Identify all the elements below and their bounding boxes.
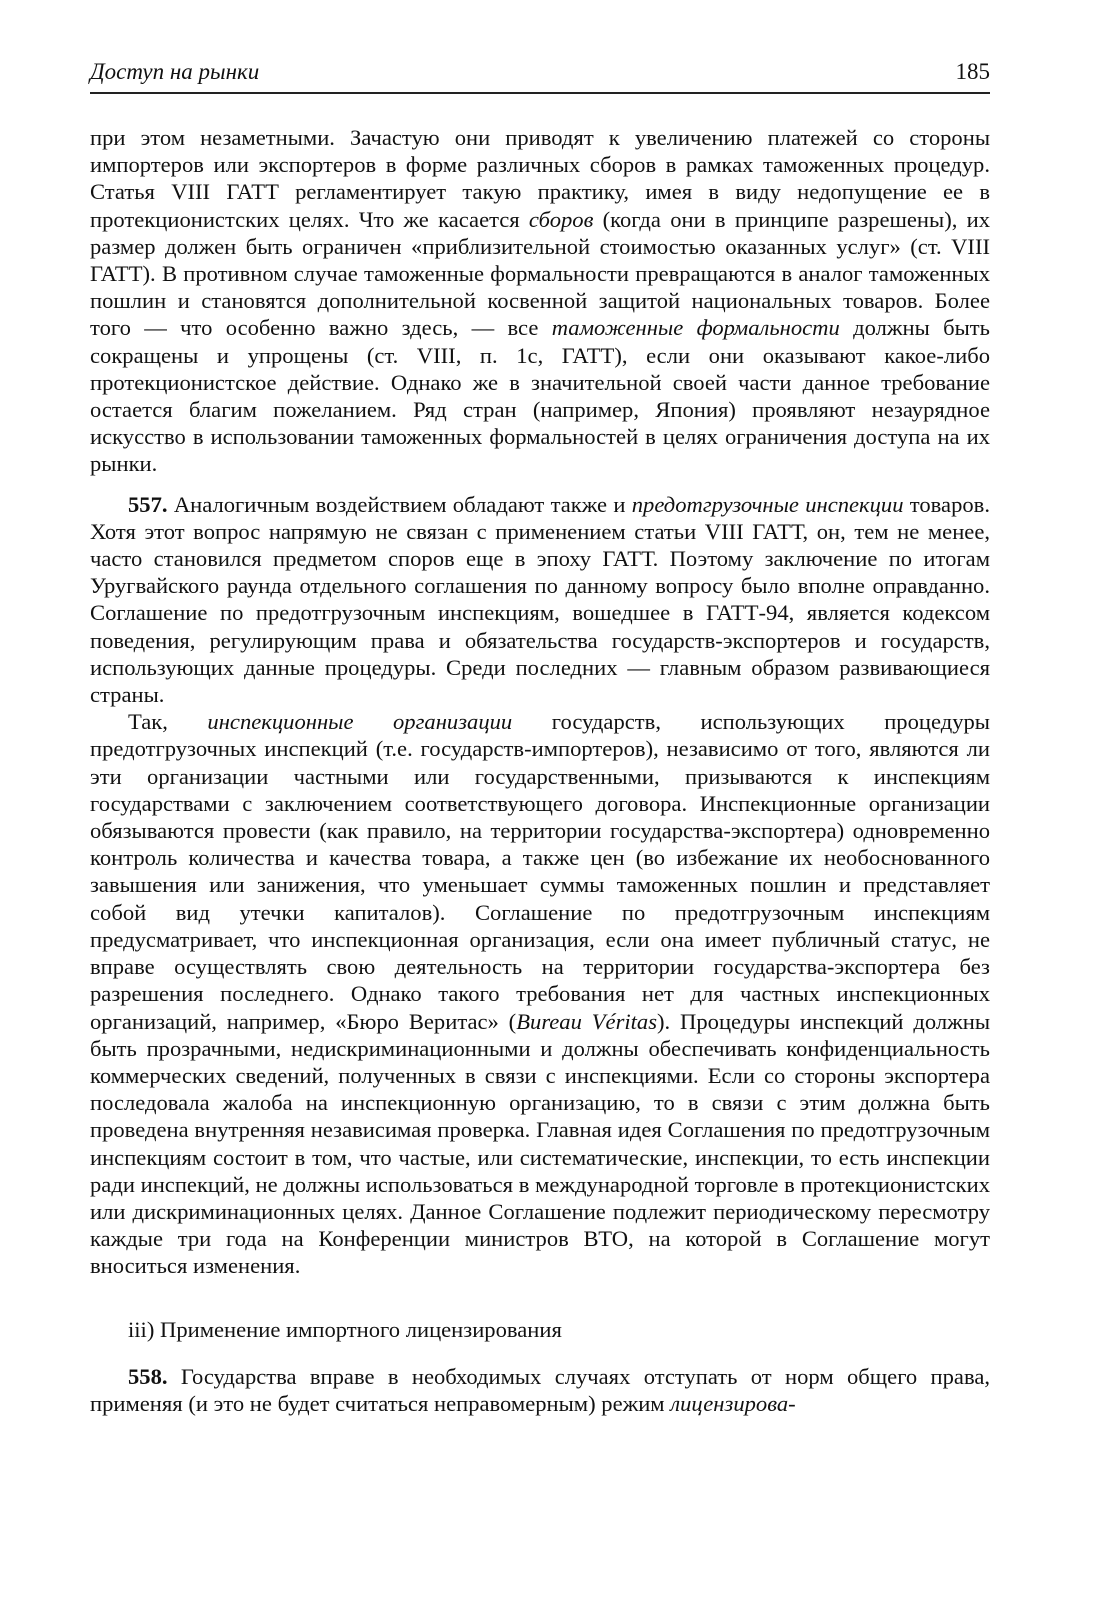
text-run: Аналогичным воздействием обладают также и: [167, 491, 632, 517]
italic-term: инспекционные организации: [207, 709, 513, 735]
paragraph-557: [90, 491, 990, 709]
running-title: Доступ на рынки: [90, 59, 260, 84]
italic-term: Bureau Véritas: [516, 1008, 658, 1034]
text-run: (когда они в принципе разрешены), их размер должен быть ограничен «приблизительной стоимостью оказанных услуг» (ст. VIII ГАТТ). В противном случае таможенные формальности превращаются в аналог таможенных пошлин и становятся дополнительной косвенной защитой национальных товаров. Более того — что особенно важно здесь, — все: [90, 206, 990, 341]
paragraph-inspections: [90, 708, 990, 1279]
paragraph-number: 558.: [128, 1363, 168, 1389]
running-header: [90, 58, 990, 94]
text-run: ). Процедуры инспекций должны быть прозрачными, недискриминационными и должны обеспечивать конфиденциальность коммерческих сведений, полученных в связи с инспекциями. Если со стороны экспортера последовала жалоба на инспекционную организацию, то в связи с этим должна быть проведена внутренняя независимая проверка. Главная идея Соглашения по предотгрузочным инспекциям состоит в том, что частые, или систематические, инспекции, то есть инспекции ради инспекций, не должны использоваться в международной торговле в протекционистских или дискриминационных целях. Данное Соглашение подлежит периодическому пересмотру каждые три года на Конференции министров ВТО, на которой в Соглашение могут вноситься изменения.: [90, 1008, 991, 1279]
italic-term: таможенные формальности: [551, 315, 840, 341]
text-run: должны быть сокращены и упрощены (ст. VIII, п. 1с, ГАТТ), если они оказывают какое-либо протекционистское действие. Однако же в значительной своей части данное требование остается благим пожеланием. Ряд стран (например, Япония) проявляют незаурядное искусство в использовании таможенных формальностей в целях ограничения доступа на их рынки.: [90, 315, 990, 477]
paragraph-continued: [90, 124, 990, 478]
text-run: при этом незаметными. Зачастую они приводят к увеличению платежей со стороны импортеров или экспортеров в форме различных сборов в рамках таможенных процедур. Статья VIII ГАТТ регламентирует такую практику, имея в виду недопущение ее в протекционистских целях. Что же касается: [90, 125, 990, 232]
page-number: 185: [955, 59, 990, 84]
text-run: Государства вправе в необходимых случаях отступать от норм общего права, применяя (и это не будет считаться неправомерным) режим: [90, 1363, 990, 1416]
paragraph-558: [90, 1363, 990, 1417]
body-text: [90, 124, 990, 1417]
italic-term: лицензирова-: [670, 1390, 796, 1416]
text-run: государств, использующих процедуры предотгрузочных инспекций (т.е. государств-импортеров), независимо от того, являются ли эти организации частными или государственными, призываются к инспекциям государствами с заключением соответствующего договора. Инспекционные организации обязываются провести (как правило, на территории государства-экспортера) одновременно контроль количества и качества товара, а также цен (во избежание их необоснованного завышения или занижения, что уменьшает суммы таможенных пошлин и представляет собой вид утечки капиталов). Соглашение по предотгрузочным инспекциям предусматривает, что инспекционная организация, если она имеет публичный статус, не вправе осуществлять свою деятельность на территории государства-экспортера без разрешения последнего. Однако такого требования нет для частных инспекционных организаций, например, «Бюро Веритас» (: [90, 709, 990, 1034]
italic-term: предотгрузочные инспекции: [631, 491, 904, 517]
document-page: [90, 58, 990, 1417]
text-run: Так,: [128, 709, 208, 735]
section-heading: iii) Применение импортного лицензирования: [128, 1316, 562, 1342]
paragraph-number: 557.: [128, 491, 168, 517]
italic-term: сборов: [528, 206, 594, 232]
text-run: товаров. Хотя этот вопрос напрямую не связан с применением статьи VIII ГАТТ, он, тем не менее, часто становился предметом споров еще в эпоху ГАТТ. Поэтому заключение по итогам Уругвайского раунда отдельного соглашения по данному вопросу было вполне оправданно. Соглашение по предотгрузочным инспекциям, вошедшее в ГАТТ-94, является кодексом поведения, регулирующим права и обязательства государств-экспортеров и государств, использующих данные процедуры. Среди последних — главным образом развивающиеся страны.: [90, 491, 990, 708]
